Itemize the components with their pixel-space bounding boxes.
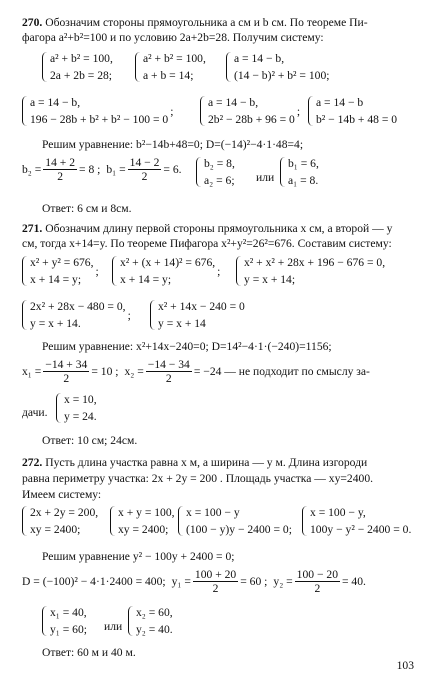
eq-row: x + 14 = y;	[120, 273, 172, 286]
brace	[226, 52, 231, 82]
brace	[308, 96, 313, 126]
p271-system4	[22, 300, 131, 330]
root-value: = 40.	[342, 575, 366, 588]
numerator: 14 − 2	[129, 156, 160, 169]
brace	[178, 506, 183, 536]
p270-system7	[196, 157, 235, 187]
eq-row: x = 100 − y	[186, 506, 240, 519]
numerator: −14 + 34	[45, 358, 88, 371]
p270-line2: фагора a²+b²=100 и по условию 2a+2b=28. Получим систему:	[22, 31, 324, 44]
page-number: 103	[396, 659, 414, 672]
p271-system6	[56, 393, 97, 423]
fraction	[146, 358, 192, 385]
p270-system2	[135, 52, 206, 82]
eq-row: 2b² − 28b + 96 = 0	[208, 113, 295, 126]
denominator: 2	[57, 170, 64, 183]
p270-number: 270.	[22, 16, 43, 29]
p270-roots	[22, 156, 182, 183]
eq-row: a² + b² = 100,	[50, 52, 113, 65]
p270-line1	[22, 16, 368, 30]
p270-system1	[42, 52, 113, 82]
eq-row: b² − 14b + 48 = 0	[316, 113, 398, 126]
brace	[128, 606, 133, 636]
numerator: 100 − 20	[296, 568, 338, 581]
root-value: = 60 ;	[240, 575, 268, 588]
brace	[22, 300, 27, 330]
eq-row: x + y = 100,	[118, 506, 175, 519]
brace	[56, 393, 61, 423]
numerator: 100 + 20	[194, 568, 237, 581]
brace	[302, 506, 307, 536]
eq-row: y = x + 14;	[244, 273, 296, 286]
eq-row: y = 24.	[64, 410, 97, 423]
p271-line1	[22, 222, 392, 236]
root-label: x₁ =	[22, 365, 42, 378]
eq-row: a₂ = 6;	[204, 174, 235, 187]
separator: ;	[217, 264, 221, 278]
p272-answer: Ответ: 60 м и 40 м.	[42, 646, 136, 659]
brace	[236, 256, 241, 286]
brace	[112, 256, 117, 286]
p270-system6	[308, 96, 397, 126]
p272-number: 272.	[22, 456, 43, 469]
root-label: b₁ =	[106, 163, 126, 176]
root-value: = 10 ;	[91, 365, 119, 378]
brace	[22, 96, 27, 126]
denominator: 2	[141, 170, 148, 183]
root-label: b₂ =	[22, 163, 42, 176]
p271-number: 271.	[22, 222, 43, 235]
brace	[280, 157, 285, 187]
brace	[110, 506, 115, 536]
root-label: y₁ =	[171, 575, 191, 588]
eq-row: y₁ = 60;	[50, 623, 87, 636]
eq-row: b₂ = 8,	[204, 157, 235, 170]
separator: ;	[170, 104, 174, 118]
eq-row: 2x + 2y = 200,	[30, 506, 99, 519]
p272-text1: Пусть длина участка равна x м, а ширина — y м. Длина изгороди	[45, 456, 368, 469]
p272-system3	[178, 506, 292, 536]
eq-row: y₂ = 40.	[136, 623, 173, 636]
p271-system3	[236, 256, 385, 286]
eq-row: 2x² + 28x − 480 = 0,	[30, 300, 126, 313]
p272-line2: равна периметру участка: 2x + 2y = 200 . Площадь участка — xy=2400.	[22, 472, 374, 485]
denominator: 2	[314, 582, 321, 595]
denominator: 2	[63, 372, 70, 385]
brace	[135, 52, 140, 82]
root-label: y₂ =	[273, 575, 293, 588]
numerator: −14 − 34	[147, 358, 190, 371]
eq-row: a + b = 14;	[143, 69, 194, 82]
eq-row: x = 100 − y,	[310, 506, 366, 519]
p271-line2: см, тогда x+14=y. По теореме Пифагора x²+y²=26²=676. Составим систему:	[22, 237, 392, 250]
eq-row: a = 14 − b	[316, 96, 364, 109]
eq-row: b₁ = 6,	[288, 157, 319, 170]
brace	[150, 300, 155, 330]
root-value: = −24 — не подходит по смыслу за-	[193, 365, 370, 378]
eq-row: x² + y² = 676,	[30, 256, 94, 269]
separator: ;	[95, 264, 99, 278]
p271-text1: Обозначим длину первой стороны прямоугольника x см, а второй — y	[45, 222, 393, 235]
p272-line3: Имеем систему:	[22, 488, 102, 501]
eq-row: xy = 2400;	[30, 523, 81, 536]
p270-system5	[200, 96, 300, 126]
eq-row: y = x + 14.	[30, 317, 81, 330]
eq-row: 196 − 28b + b² + b² − 100 = 0	[30, 113, 169, 126]
p270-solve-line: Решим уравнение: b²−14b+48=0; D=(−14)²−4·1·48=4;	[42, 138, 304, 151]
p270-answer: Ответ: 6 см и 8см.	[42, 202, 132, 215]
p271-dachi: дачи.	[22, 406, 48, 419]
eq-row: x = 10,	[64, 393, 97, 406]
eq-row: x² + (x + 14)² = 676,	[120, 256, 216, 269]
eq-row: a² + b² = 100,	[143, 52, 206, 65]
p271-system2	[112, 256, 220, 286]
p272-system4	[302, 506, 411, 536]
discriminant: D = (−100)² − 4·1·2400 = 400;	[22, 575, 166, 588]
separator: ;	[127, 308, 131, 322]
p272-solve-line: Решим уравнение y² − 100y + 2400 = 0;	[42, 550, 235, 563]
p272-system2	[110, 506, 175, 536]
brace	[42, 52, 47, 82]
eq-row: a = 14 − b,	[208, 96, 259, 109]
fraction	[128, 156, 162, 183]
brace	[200, 96, 205, 126]
brace	[22, 256, 27, 286]
p271-roots	[22, 358, 370, 385]
denominator: 2	[165, 372, 172, 385]
p272-system5	[42, 606, 87, 636]
p271-answer: Ответ: 10 см; 24см.	[42, 434, 138, 447]
p271-system1	[22, 256, 99, 286]
eq-row: a₁ = 8.	[288, 174, 319, 187]
eq-row: (14 − b)² + b² = 100;	[234, 69, 330, 82]
eq-row: x₂ = 60,	[136, 606, 173, 619]
eq-row: 100y − y² − 2400 = 0.	[310, 523, 412, 536]
eq-row: a = 14 − b,	[30, 96, 81, 109]
eq-row: (100 − y)y − 2400 = 0;	[186, 523, 292, 536]
fraction	[43, 156, 77, 183]
root-label: x₂ =	[124, 365, 144, 378]
separator: ;	[296, 104, 301, 118]
p270-or: или	[256, 171, 275, 184]
root-value: = 6.	[163, 163, 182, 176]
p271-system5	[150, 300, 245, 330]
denominator: 2	[212, 582, 219, 595]
p272-system6	[128, 606, 173, 636]
p270-system8	[280, 157, 319, 187]
p270-text1: Обозначим стороны прямоугольника a см и b см. По теореме Пи-	[45, 16, 368, 29]
eq-row: x + 14 = y;	[30, 273, 82, 286]
p270-system4	[22, 96, 173, 126]
p272-or: или	[104, 620, 123, 633]
eq-row: xy = 2400;	[118, 523, 169, 536]
eq-row: a = 14 − b,	[234, 52, 285, 65]
numerator: 14 + 2	[45, 156, 76, 169]
brace	[22, 506, 27, 536]
eq-row: x² + x² + 28x + 196 − 676 = 0,	[244, 256, 386, 269]
p272-system1	[22, 506, 98, 536]
eq-row: y = x + 14	[158, 317, 206, 330]
eq-row: 2a + 2b = 28;	[50, 69, 113, 82]
eq-row: x₁ = 40,	[50, 606, 87, 619]
p271-solve-line: Решим уравнение: x²+14x−240=0; D=14²−4·1·(−240)=1156;	[42, 340, 332, 353]
p270-system3	[226, 52, 329, 82]
root-value: = 8 ;	[79, 163, 101, 176]
fraction	[43, 358, 89, 385]
fraction	[193, 568, 238, 595]
brace	[196, 157, 201, 187]
p272-roots	[22, 568, 366, 595]
eq-row: x² + 14x − 240 = 0	[158, 300, 245, 313]
fraction	[295, 568, 340, 595]
brace	[42, 606, 47, 636]
p272-line1	[22, 456, 367, 470]
